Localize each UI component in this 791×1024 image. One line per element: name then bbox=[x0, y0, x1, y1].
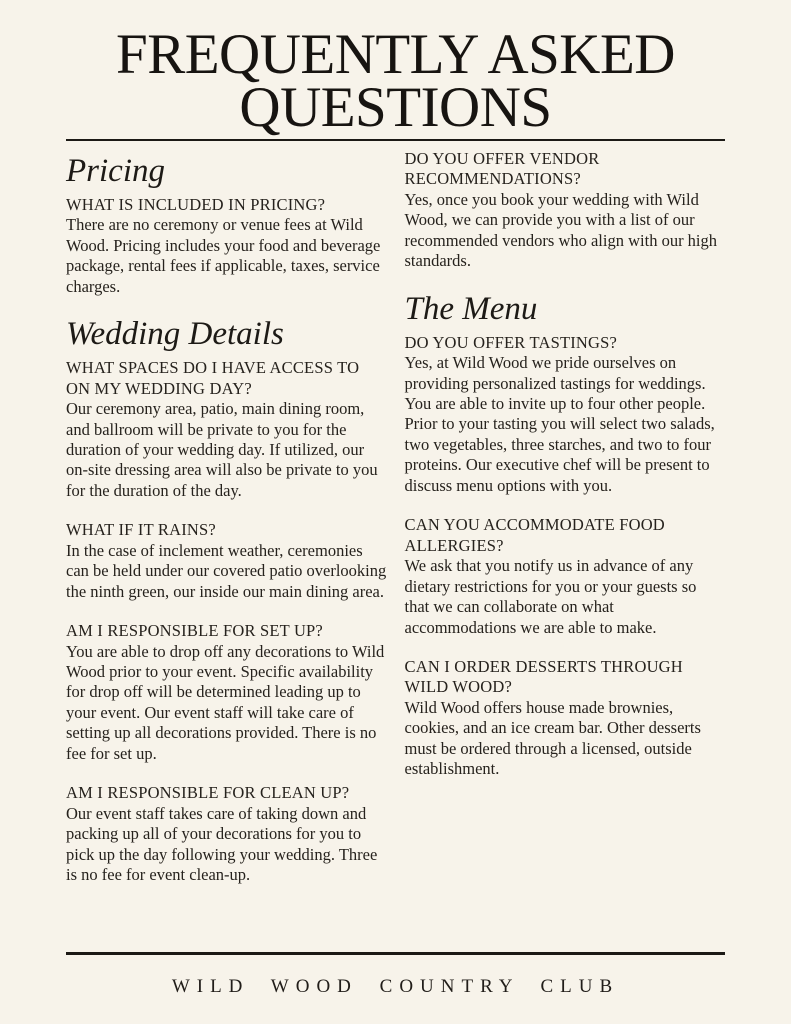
question: CAN YOU ACCOMMODATE FOOD ALLERGIES? bbox=[404, 515, 665, 555]
question: WHAT SPACES DO I HAVE ACCESS TO ON MY WEDDING DAY? bbox=[66, 358, 360, 398]
question: DO YOU OFFER TASTINGS? bbox=[404, 332, 618, 352]
question: AM I RESPONSIBLE FOR SET UP? bbox=[66, 621, 323, 641]
answer: Yes, once you book your wedding with Wild Wood, we can provide you with a list of our recommended vendors who align with our high standards. bbox=[404, 189, 718, 271]
faq-column-right bbox=[405, 149, 726, 905]
qa-vendor-recommendations bbox=[405, 149, 726, 272]
qa-set-up bbox=[66, 621, 387, 764]
section-heading-the-menu: The Menu bbox=[404, 290, 538, 327]
footer bbox=[66, 952, 725, 998]
answer: Yes, at Wild Wood we pride ourselves on providing personalized tastings for weddings. You are able to invite up to four other people. Prior to your tasting you will select two salads, two vegetables, three starches, and two to four proteins. Our executive chef will be present to discuss menu options with you. bbox=[404, 353, 715, 495]
answer: There are no ceremony or venue fees at Wild Wood. Pricing includes your food and beverage package, rental fees if applicable, taxes, service charges. bbox=[66, 215, 381, 296]
faq-columns bbox=[66, 141, 725, 905]
footer-brand: WILD WOOD COUNTRY CLUB bbox=[171, 976, 620, 997]
answer: In the case of inclement weather, ceremonies can be held under our covered patio overlooking the ninth green, our inside our main dining area. bbox=[66, 540, 387, 601]
answer: We ask that you notify us in advance of any dietary restrictions for you or your guests so that we can collaborate on what accommodations we are able to make. bbox=[404, 556, 697, 637]
qa-tastings bbox=[405, 333, 726, 497]
question: CAN I ORDER DESSERTS THROUGH WILD WOOD? bbox=[404, 657, 683, 697]
qa-rain-plan bbox=[66, 520, 387, 602]
page-title bbox=[66, 23, 725, 139]
question: WHAT IF IT RAINS? bbox=[66, 520, 216, 540]
qa-food-allergies bbox=[405, 515, 726, 638]
page-title-line2: QUESTIONS bbox=[239, 76, 552, 139]
qa-desserts bbox=[405, 657, 726, 780]
answer: You are able to drop off any decorations to Wild Wood prior to your event. Specific availability for drop off will be determined leading up to your event. Our event staff will take care of setting up all decorations provided. There is no fee for set up. bbox=[66, 641, 385, 763]
section-heading-wedding-details: Wedding Details bbox=[66, 316, 284, 353]
faq-column-left bbox=[66, 149, 387, 905]
answer: Wild Wood offers house made brownies, cookies, and an ice cream bar. Other desserts must be ordered through a licensed, outside establishment. bbox=[404, 697, 701, 779]
answer: Our event staff takes care of taking down and packing up all of your decorations for you to pick up the day following your wedding. Three is no fee for event clean-up. bbox=[66, 803, 378, 885]
answer: Our ceremony area, patio, main dining room, and ballroom will be private to you for the duration of your wedding day. If utilized, our on-site dressing area will also be private to you for the duration of the day. bbox=[66, 399, 378, 500]
qa-clean-up bbox=[66, 783, 387, 885]
qa-pricing-included bbox=[66, 195, 387, 297]
section-heading-pricing: Pricing bbox=[66, 153, 165, 189]
question: DO YOU OFFER VENDOR RECOMMENDATIONS? bbox=[404, 149, 600, 189]
question: WHAT IS INCLUDED IN PRICING? bbox=[66, 194, 326, 214]
footer-rule bbox=[66, 952, 725, 955]
page-title-line1: FREQUENTLY ASKED bbox=[116, 23, 675, 86]
qa-spaces-access bbox=[66, 358, 387, 501]
question: AM I RESPONSIBLE FOR CLEAN UP? bbox=[66, 783, 350, 803]
